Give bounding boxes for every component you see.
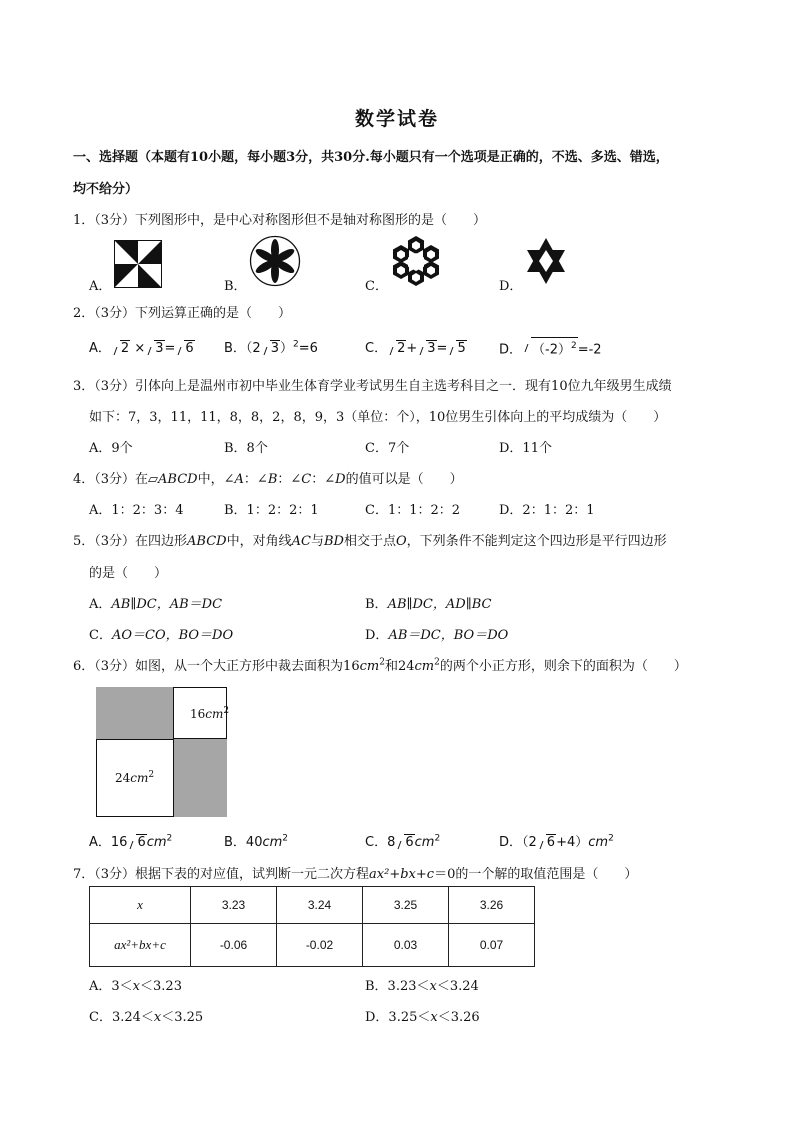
q5-option-c	[89, 624, 233, 643]
q5-b-text: AB∥DC，AD∥BC	[387, 597, 492, 612]
q7-c-x: x	[153, 1010, 162, 1025]
q4-angle-a: A	[234, 472, 244, 487]
square-16	[173, 687, 230, 739]
q2-a-label: A．	[89, 341, 111, 356]
q2-b-exponent: 2	[293, 339, 299, 350]
q2-option-c	[365, 337, 467, 357]
q2-stem: 2．（3分）下列运算正确的是（ ）	[73, 306, 292, 321]
q5-line1	[73, 530, 667, 549]
table-cell: -0.06	[191, 924, 277, 967]
q6-b-sup: 2	[282, 833, 289, 844]
q7-post: ＝0的一个解的取值范围是（ ）	[434, 867, 638, 882]
q2-c-label: C．	[365, 341, 388, 356]
q7-equation: ax²+bx+c	[369, 867, 435, 882]
q7-pre: 7．（3分）根据下表的对应值，试判断一元二次方程	[73, 867, 370, 882]
q5-ac: AC	[291, 534, 311, 549]
q7-option-d	[365, 1006, 480, 1025]
q5-option-a	[89, 593, 222, 612]
q5-abcd: ABCD	[187, 534, 227, 549]
q4-stem	[73, 468, 463, 487]
q6-option-a	[89, 831, 172, 851]
q2-a-radicand2: 3	[155, 341, 164, 356]
square-16-label	[190, 706, 229, 721]
q3-option-a: A．9个	[89, 441, 133, 456]
q6-sup1: 2	[379, 657, 385, 668]
sqrt-symbol	[522, 337, 578, 358]
sqrt-symbol	[537, 834, 556, 851]
sqrt-symbol	[145, 340, 164, 357]
q7-c-post: ＜3.25	[161, 1010, 204, 1025]
label-16-num: 16	[190, 707, 206, 721]
q6-option-c	[365, 831, 440, 851]
shaded-bottom-right	[173, 739, 227, 817]
table-cell: 3.23	[191, 887, 277, 924]
q6-a-radicand: 6	[137, 835, 146, 850]
label-24-sup: 2	[148, 770, 155, 780]
q6-b-unit: cm	[262, 835, 283, 850]
label-16-sup: 2	[223, 706, 230, 716]
q7-option-c	[89, 1006, 203, 1025]
q5-a-text: AB∥DC，AB＝DC	[111, 597, 223, 612]
table-cell: 0.03	[363, 924, 449, 967]
q4-pre: 4．（3分）在▱	[73, 472, 159, 487]
q6-d-radicand: 6	[546, 835, 556, 850]
q3-line1: 3．（3分）引体向上是温州市初中毕业生体育学业考试男生自主选考科目之一．现有10位九年级男生成绩	[73, 379, 672, 394]
q7-b-pre: B．3.23＜	[365, 979, 430, 994]
square-24-label	[115, 770, 154, 785]
sqrt-symbol	[127, 834, 146, 851]
q6-c-sup: 2	[434, 833, 441, 844]
q5-mid3: 相交于点	[343, 534, 396, 549]
q7-option-b	[365, 975, 479, 994]
q5-line2: 的是（ ）	[89, 566, 168, 581]
q6-post: 的两个小正方形，则余下的面积为（ ）	[439, 659, 687, 674]
q6-a-label: A．16	[89, 835, 128, 850]
q5-b-label: B．	[365, 597, 388, 612]
q2-d-inner: （-2）	[532, 342, 571, 358]
q4-option-c: C．1：1：2：2	[365, 503, 461, 518]
q2-b-eq: =6	[298, 341, 318, 356]
sqrt-symbol	[417, 340, 436, 357]
q2-c-eq: =	[436, 341, 448, 356]
q4-abcd: ABCD	[158, 472, 198, 487]
q1-option-b-label: B．	[224, 279, 247, 294]
q4-colon1: ：∠	[243, 472, 268, 487]
q4-colon2: ：∠	[277, 472, 302, 487]
table-cell: ax²+bx+c	[90, 924, 191, 967]
q7-c-pre: C．3.24＜	[89, 1010, 154, 1025]
q2-a-times: ×	[134, 341, 146, 356]
table-cell: -0.02	[277, 924, 363, 967]
q6-d-sup: 2	[608, 833, 614, 844]
q6-d-post: +4）	[556, 835, 589, 850]
q4-option-b: B．1：2：2：1	[224, 503, 319, 518]
q6-a-unit: cm	[146, 835, 167, 850]
q1-option-d-label: D．	[499, 279, 523, 294]
q7-d-pre: D．3.25＜	[365, 1010, 431, 1025]
q6-c-radicand: 6	[405, 835, 414, 850]
hexagram-figure	[525, 237, 567, 285]
q5-a-label: A．	[89, 597, 112, 612]
squares-figure	[96, 687, 230, 817]
q6-option-d	[499, 831, 614, 851]
q7-stem	[73, 863, 637, 882]
q2-a-eq: =	[164, 341, 176, 356]
section-header-line2: 均不给分）	[73, 182, 139, 197]
q5-option-b	[365, 593, 491, 612]
q6-option-b	[224, 831, 288, 850]
q4-post: 的值可以是（ ）	[345, 472, 463, 487]
q6-d-label: D．（2	[499, 835, 537, 850]
pinwheel-figure	[114, 240, 162, 288]
q5-mid2: 与	[310, 534, 324, 549]
label-24-unit: cm	[130, 771, 149, 785]
q4-angle-c: C	[301, 472, 312, 487]
q7-a-pre: A．3＜	[89, 979, 133, 994]
q2-b-label: B．	[224, 341, 246, 356]
q5-c-label: C．	[89, 628, 112, 643]
q6-sup2: 2	[434, 657, 440, 668]
q2-c-radicand2: 3	[427, 341, 436, 356]
q7-d-post: ＜3.26	[437, 1010, 480, 1025]
q7-b-x: x	[429, 979, 437, 994]
q2-b-close: ）	[279, 341, 293, 356]
shaded-top-left	[96, 687, 173, 739]
sqrt-symbol	[447, 340, 466, 357]
q7-d-x: x	[430, 1010, 438, 1025]
q2-c-radicand3: 5	[457, 341, 466, 356]
value-table	[89, 886, 535, 967]
q2-b-open: （2	[245, 341, 261, 356]
sqrt-symbol	[261, 340, 280, 357]
q3-option-c: C．7个	[365, 441, 410, 456]
table-cell: 3.26	[449, 887, 535, 924]
table-row	[90, 924, 535, 967]
q5-point-o: O	[395, 534, 407, 549]
q7-a-x: x	[132, 979, 141, 994]
q2-d-radicand	[531, 337, 578, 358]
q5-post: ，下列条件不能判定这个四边形是平行四边形	[406, 534, 667, 549]
q7-b-post: ＜3.24	[436, 979, 479, 994]
q5-mid1: 中，对角线	[226, 534, 292, 549]
q2-d-eq: =-2	[577, 342, 602, 358]
sqrt-symbol	[395, 834, 414, 851]
q4-angle-d: D	[335, 472, 346, 487]
table-row	[90, 887, 535, 924]
q2-option-a	[89, 337, 195, 357]
q6-a-sup: 2	[166, 833, 173, 844]
q5-d-label: D．	[365, 628, 389, 643]
square-24	[96, 739, 174, 817]
q6-unit1: cm	[359, 659, 380, 674]
q3-option-d: D．11个	[499, 441, 552, 456]
q2-c-radicand1: 2	[397, 341, 406, 356]
q5-c-text: AO＝CO，BO＝DO	[111, 628, 234, 643]
section-header-line1: 一、选择题（本题有10小题，每小题3分，共30分.每小题只有一个选项是正确的，不选、多选、错选，	[73, 150, 669, 165]
q6-stem	[73, 655, 687, 674]
q2-a-radicand1: 2	[120, 341, 130, 356]
q1-option-a-label: A．	[89, 279, 112, 294]
q5-pre: 5．（3分）在四边形	[73, 534, 188, 549]
q2-c-plus: +	[406, 341, 418, 356]
sqrt-symbol	[111, 340, 130, 357]
sqrt-symbol	[387, 340, 406, 357]
page-title: 数学试卷	[354, 108, 439, 130]
label-24-num: 24	[115, 771, 131, 785]
table-cell: 3.25	[363, 887, 449, 924]
q6-b-label: B．40	[224, 835, 263, 850]
q4-option-a: A．1：2：3：4	[89, 503, 184, 518]
q4-angle-b: B	[267, 472, 278, 487]
q2-option-d	[499, 337, 602, 358]
q6-d-unit: cm	[588, 835, 609, 850]
table-cell: 0.07	[449, 924, 535, 967]
q7-option-a	[89, 975, 182, 994]
q4-mid: 中，∠	[197, 472, 235, 487]
q6-c-label: C．8	[365, 835, 396, 850]
q4-colon3: ：∠	[311, 472, 336, 487]
table-cell: x	[90, 887, 191, 924]
q5-bd: BD	[323, 534, 344, 549]
q1-stem: 1．（3分）下列图形中，是中心对称图形但不是轴对称图形的是（ ）	[73, 213, 487, 228]
q6-pre: 6．（3分）如图，从一个大正方形中裁去面积为16	[73, 659, 360, 674]
q2-b-radicand: 3	[270, 341, 279, 356]
hexagon-ring-figure	[389, 235, 443, 287]
sqrt-symbol	[175, 340, 194, 357]
q3-line2: 如下：7，3，11，11，8，8，2，8，9，3（单位：个），10位男生引体向上的平均成绩为（ ）	[89, 410, 667, 425]
q2-option-b	[224, 337, 318, 357]
table-cell: 3.24	[277, 887, 363, 924]
q2-d-exponent: 2	[570, 341, 577, 351]
q5-d-text: AB＝DC，BO＝DO	[388, 628, 509, 643]
q7-a-post: ＜3.23	[140, 979, 182, 994]
q3-option-b: B．8个	[224, 441, 268, 456]
label-16-unit: cm	[205, 707, 224, 721]
flower-figure	[249, 235, 301, 287]
q6-unit2: cm	[414, 659, 435, 674]
q1-option-c-label: C．	[365, 279, 388, 294]
q5-option-d	[365, 624, 508, 643]
q4-option-d: D．2：1：2：1	[499, 503, 595, 518]
q2-a-radicand3: 6	[185, 341, 194, 356]
q6-mid: 和24	[384, 659, 415, 674]
q6-c-unit: cm	[414, 835, 435, 850]
q2-d-label: D．	[499, 342, 523, 358]
